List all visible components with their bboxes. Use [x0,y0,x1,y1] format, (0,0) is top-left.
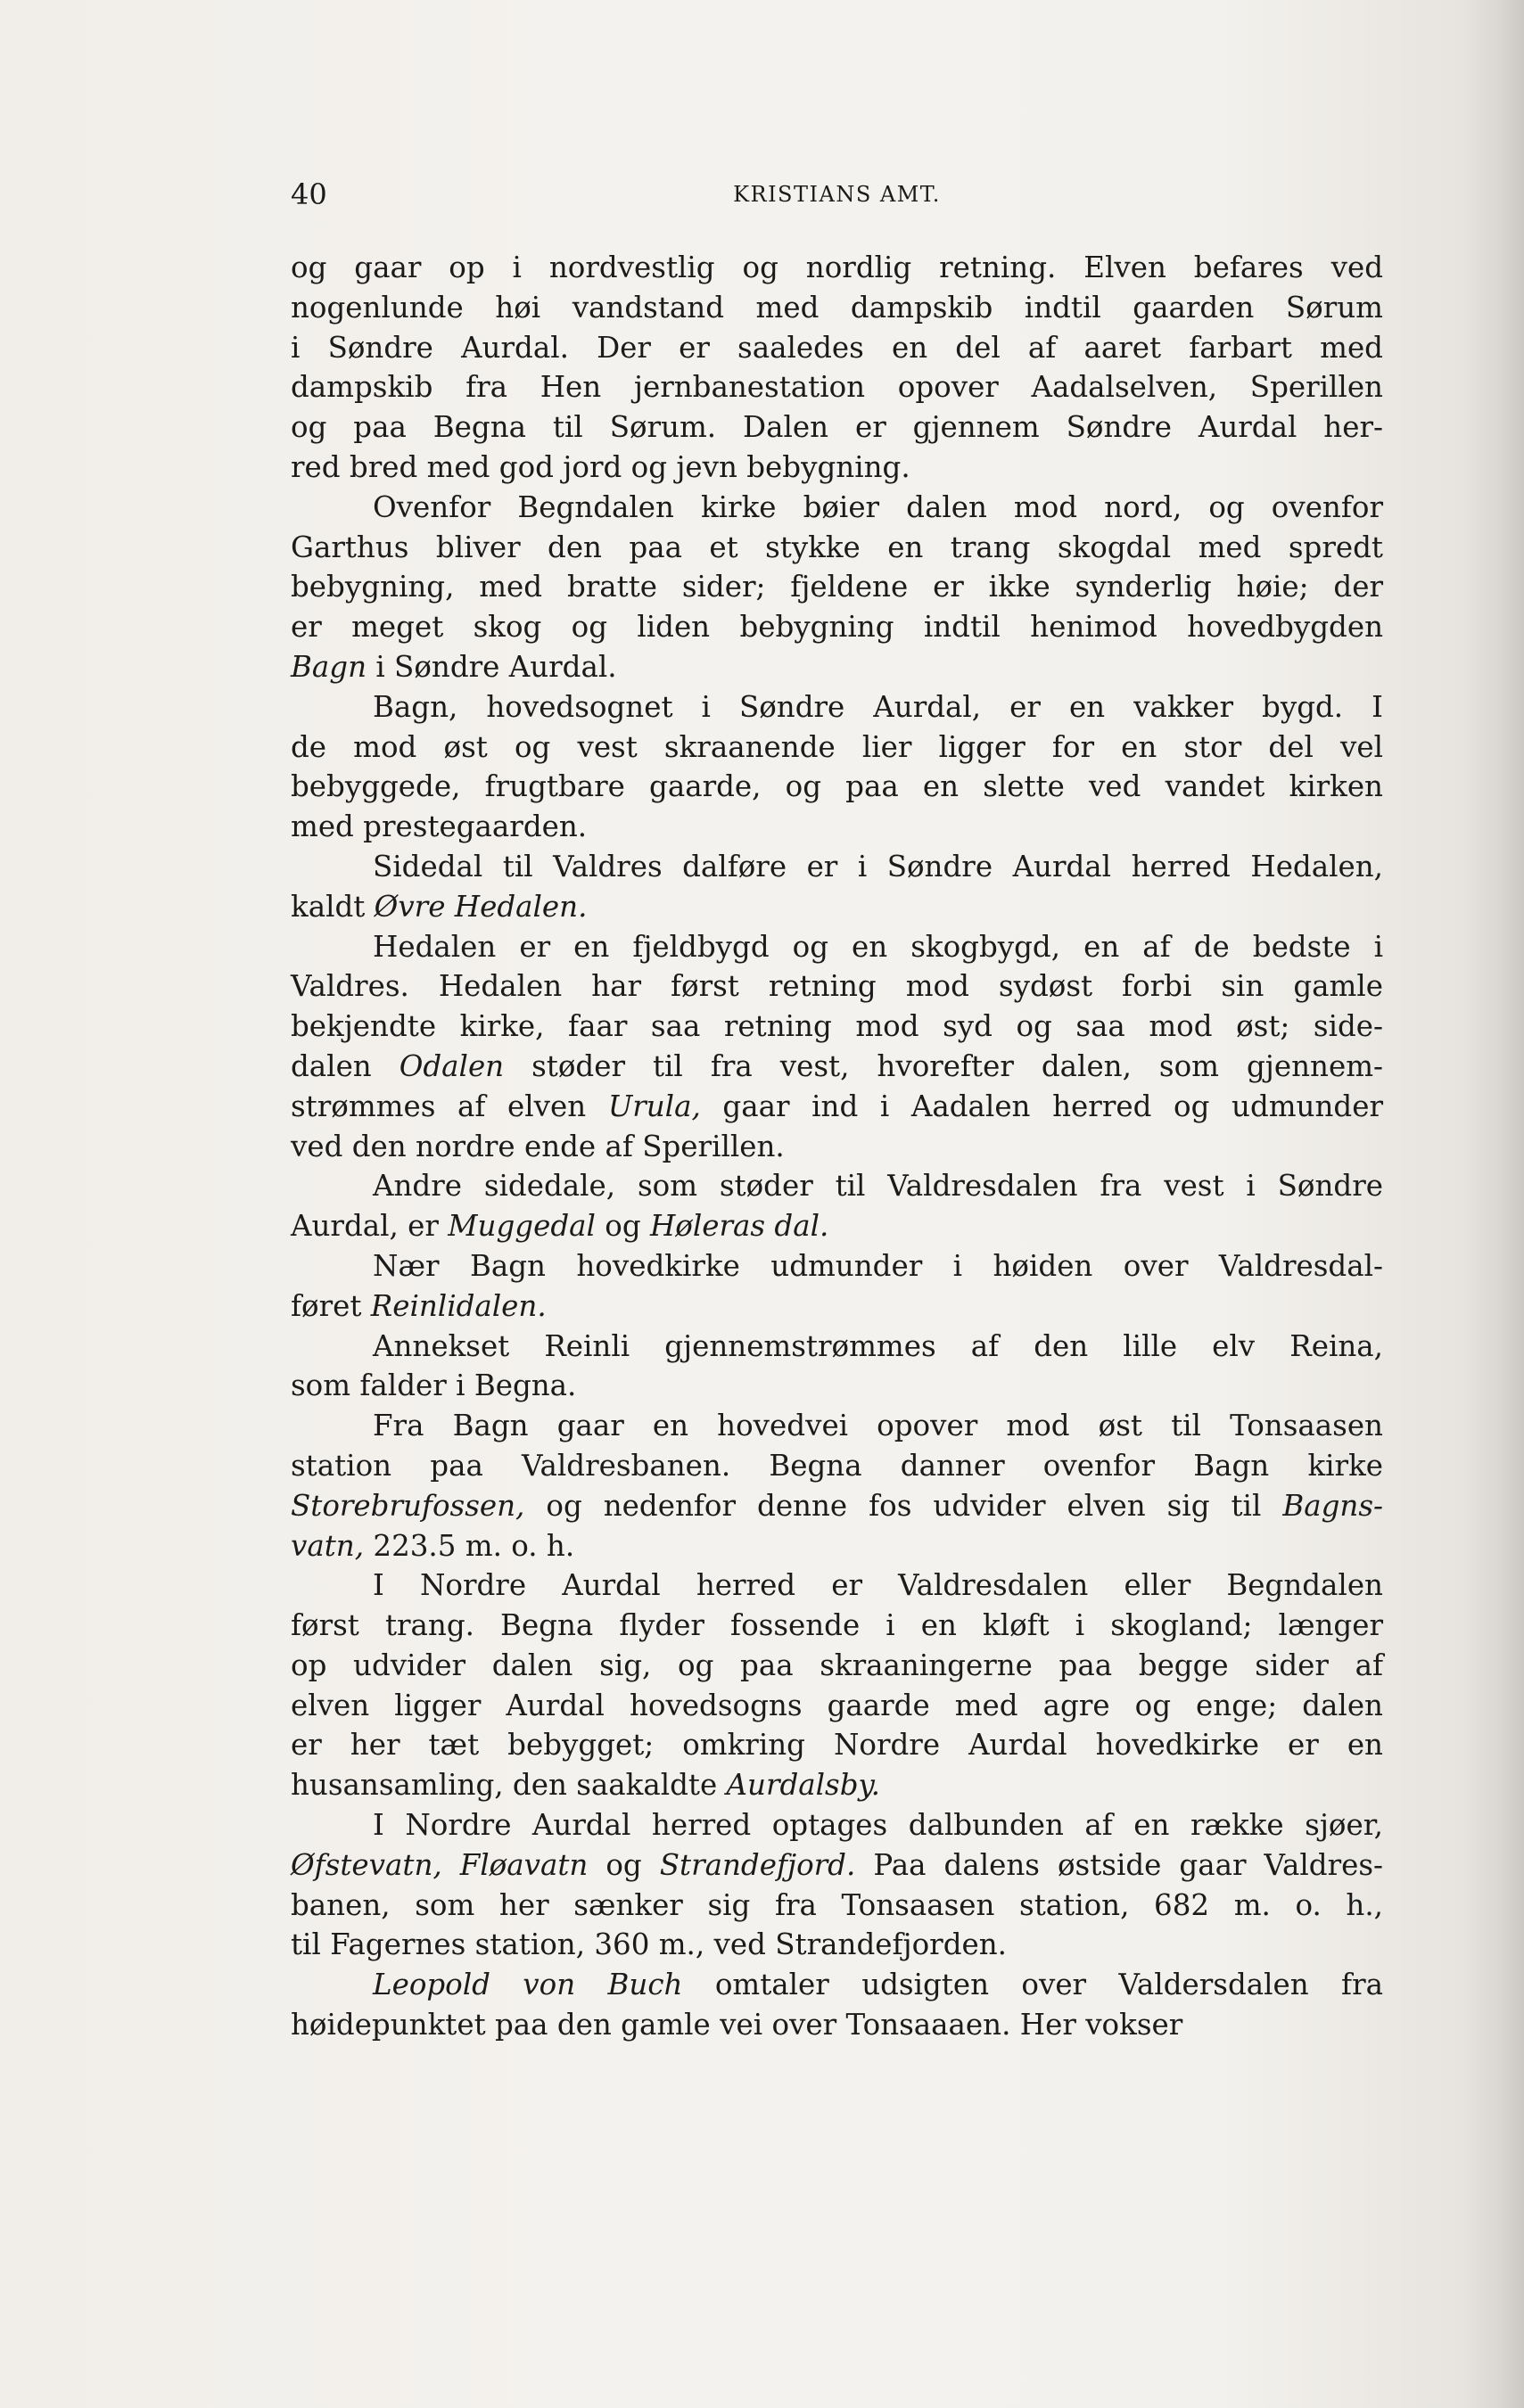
text-segment: Garthus bliver den paa et stykke en trang skogdal med spredt [291,530,1383,564]
italic-text: Odalen [399,1048,505,1083]
text-line [291,1007,1383,1047]
paragraph [291,1805,1383,1965]
text-line [291,966,1383,1007]
text-segment: til Fagernes station, 360 m., ved Strandefjorden. [291,1927,1007,1962]
paragraph [291,1566,1383,1805]
italic-text: Muggedal [448,1209,596,1244]
paragraph [291,1327,1383,1407]
text-segment: bebygning, med bratte sider; fjeldene er ikke synderlig høie; der [291,570,1383,604]
text-line [291,1845,1383,1886]
page-edge-shadow [1462,0,1524,2408]
paragraph [291,488,1383,687]
text-segment: Andre sidedale, som støder til Valdresdalen fra vest i Søndre [373,1169,1383,1204]
paragraph [291,1965,1383,2045]
text-segment: husansamling, den saakaldte [291,1768,727,1803]
text-segment: Hedalen er en fjeldbygd og en skogbygd, en af de bedste i [373,929,1383,964]
text-segment: og nedenfor denne fos udvider elven sig til [524,1488,1283,1523]
italic-text: Aurdalsby. [726,1768,880,1803]
italic-text: Bagns- [1282,1488,1383,1523]
text-segment: dalen [291,1048,400,1083]
text-line [291,248,1383,288]
italic-text: Leopold von Buch [373,1968,683,2002]
text-line [291,367,1383,407]
text-segment: I Nordre Aurdal herred optages dalbunden af en række sjøer, [373,1808,1383,1843]
text-line [291,1566,1383,1606]
text-segment: ved den nordre ende af Sperillen. [291,1129,785,1163]
text-segment: og paa Begna til Sørum. Dalen er gjennem Søndre Aurdal her- [291,410,1383,445]
italic-text: Reinlidalen. [370,1288,547,1323]
text-line [291,1886,1383,1926]
italic-text: Øfstevatn, Fløavatn [291,1847,589,1882]
paragraph [291,248,1383,488]
body-text [291,248,1383,2045]
italic-text: vatn, [291,1528,365,1563]
paragraph [291,687,1383,847]
page-number: 40 [291,177,327,211]
text-line [291,1366,1383,1406]
text-segment: i Søndre Aurdal. Der er saaledes en del af aaret farbart med [291,330,1383,365]
text-segment: med prestegaarden. [291,810,588,844]
text-line [291,1805,1383,1845]
text-line [291,647,1383,687]
paragraph [291,1166,1383,1246]
text-segment: føret [291,1288,371,1323]
text-segment: nogenlunde høi vandstand med dampskib indtil gaarden Sørum [291,290,1383,325]
text-line [291,448,1383,488]
text-segment: station paa Valdresbanen. Begna danner ovenfor Bagn kirke [291,1448,1383,1483]
text-segment: er meget skog og liden bebygning indtil henimod hovedbygden [291,610,1383,645]
text-segment: elven ligger Aurdal hovedsogns gaarde med agre og enge; dalen [291,1688,1383,1722]
text-line [291,1646,1383,1686]
text-segment: de mod øst og vest skraanende lier ligger for en stor del vel [291,729,1383,764]
paragraph [291,1406,1383,1566]
text-line [291,407,1383,448]
text-line [291,1486,1383,1526]
text-segment: I Nordre Aurdal herred er Valdresdalen eller Begndalen [373,1568,1383,1603]
text-line [291,1166,1383,1206]
text-segment: kaldt [291,889,375,924]
text-segment: og gaar op i nordvestlig og nordlig retning. Elven befares ved [291,251,1383,284]
running-head: KRISTIANS AMT. [733,182,941,207]
text-line [291,847,1383,887]
text-line [291,927,1383,967]
text-segment: høidepunktet paa den gamle vei over Tonsaaaen. Her vokser [291,2008,1183,2042]
text-line [291,1925,1383,1965]
text-line [291,1765,1383,1805]
text-line [291,1725,1383,1765]
paragraph [291,847,1383,927]
text-line [291,2005,1383,2045]
text-line [291,1526,1383,1566]
text-line [291,687,1383,727]
paragraph [291,1246,1383,1327]
italic-text: Storebrufossen, [291,1488,525,1523]
text-line [291,1047,1383,1087]
text-line [291,1286,1383,1327]
text-segment: først trang. Begna flyder fossende i en kløft i skogland; længer [291,1608,1383,1643]
text-segment: og [595,1209,650,1244]
text-line [291,328,1383,368]
italic-text: Øvre Hedalen. [374,889,588,924]
text-segment: Fra Bagn gaar en hovedvei opover mod øst til Tonsaasen [373,1409,1383,1443]
text-line [291,1327,1383,1367]
text-segment: dampskib fra Hen jernbanestation opover Aadalselven, Sperillen [291,370,1383,405]
text-line [291,607,1383,647]
text-segment: Annekset Reinli gjennemstrømmes af den lille elv Reina, [373,1328,1383,1363]
text-line [291,1087,1383,1127]
text-segment: gaar ind i Aadalen herred og udmunder [700,1089,1383,1123]
text-segment: strømmes af elven [291,1089,608,1123]
text-line [291,1446,1383,1486]
text-line [291,1206,1383,1246]
italic-text: Bagn [291,649,367,684]
text-segment: bekjendte kirke, faar saa retning mod syd og saa mod øst; side- [291,1009,1383,1044]
text-line [291,567,1383,607]
text-segment: omtaler udsigten over Valdersdalen fra [682,1968,1383,2002]
text-line [291,1246,1383,1286]
text-line [291,488,1383,528]
text-segment: Aurdal, er [291,1209,449,1244]
text-segment: Valdres. Hedalen har først retning mod sydøst forbi sin gamle [291,969,1383,1004]
italic-text: Urula, [607,1089,701,1123]
text-segment: Sidedal til Valdres dalføre er i Søndre Aurdal herred Hedalen, [373,849,1383,883]
text-line [291,1606,1383,1646]
text-segment: bebyggede, frugtbare gaarde, og paa en slette ved vandet kirken [291,769,1383,804]
text-segment: 223.5 m. o. h. [364,1528,575,1563]
text-segment: Ovenfor Begndalen kirke bøier dalen mod nord, og ovenfor [373,489,1383,524]
text-segment: red bred med god jord og jevn bebygning. [291,449,910,484]
text-segment: som falder i Begna. [291,1368,577,1403]
text-line [291,727,1383,768]
text-segment: er her tæt bebygget; omkring Nordre Aurdal hovedkirke er en [291,1728,1383,1763]
text-line [291,1406,1383,1446]
text-segment: op udvider dalen sig, og paa skraaningerne paa begge sider af [291,1648,1383,1682]
text-segment: og [588,1847,660,1882]
text-segment: støder til fra vest, hvorefter dalen, som gjennem- [504,1048,1383,1083]
text-line [291,528,1383,568]
page-header [291,175,1383,214]
italic-text: Strandefjord. [659,1847,856,1882]
text-line [291,767,1383,807]
text-segment: Nær Bagn hovedkirke udmunder i høiden over Valdresdal- [373,1248,1383,1283]
text-line [291,1686,1383,1726]
text-line [291,887,1383,927]
text-line [291,807,1383,847]
text-segment: i Søndre Aurdal. [367,649,617,684]
text-line [291,1127,1383,1167]
text-segment: Bagn, hovedsognet i Søndre Aurdal, er en vakker bygd. I [373,689,1383,724]
italic-text: Høleras dal. [649,1209,829,1244]
text-segment: Paa dalens østside gaar Valdres- [855,1847,1383,1882]
text-segment: banen, som her sænker sig fra Tonsaasen station, 682 m. o. h., [291,1887,1383,1922]
text-line [291,1965,1383,2005]
text-line [291,288,1383,328]
paragraph [291,927,1383,1167]
